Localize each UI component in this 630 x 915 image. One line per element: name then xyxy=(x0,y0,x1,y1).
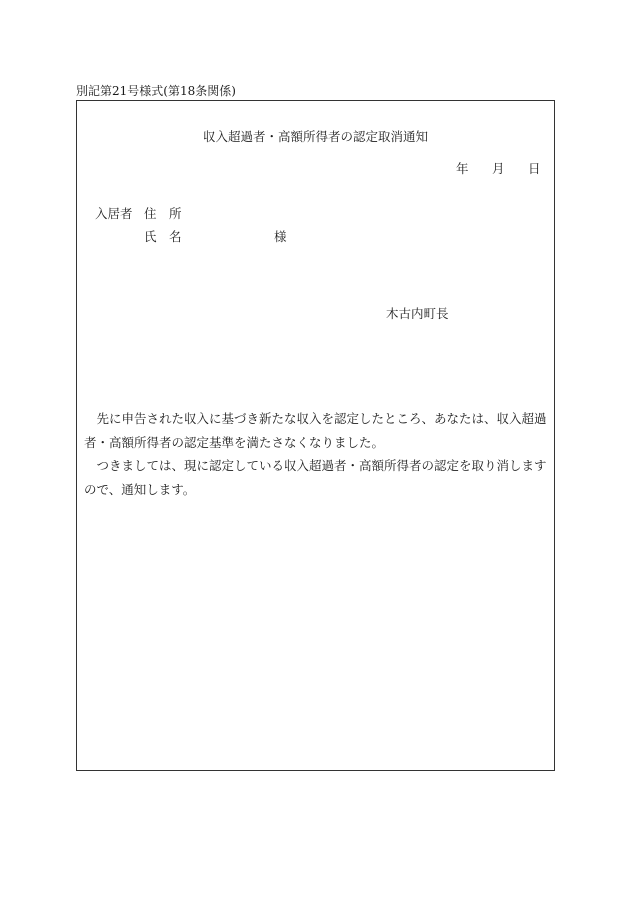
date-year-label: 年 xyxy=(456,161,469,176)
date-month-label: 月 xyxy=(492,161,505,176)
name-label: 氏 名 xyxy=(144,229,182,244)
notice-body xyxy=(84,407,550,501)
body-paragraph: つきましては、現に認定している収入超過者・高額所得者の認定を取り消しますので、通知します。 xyxy=(84,458,547,497)
document-title: 収入超過者・高額所得者の認定取消通知 xyxy=(202,129,428,144)
issuer-name: 木古内町長 xyxy=(386,306,449,321)
date-day-label: 日 xyxy=(528,161,541,176)
address-label: 住 所 xyxy=(144,206,182,221)
body-paragraph: 先に申告された収入に基づき新たな収入を認定したところ、あなたは、収入超過者・高額所得者の認定基準を満たさなくなりました。 xyxy=(84,411,547,450)
honorific-label: 様 xyxy=(274,229,287,244)
form-number-label: 別記第21号様式(第18条関係) xyxy=(76,84,236,98)
resident-label: 入居者 xyxy=(95,206,133,221)
notice-form-frame xyxy=(76,100,555,771)
